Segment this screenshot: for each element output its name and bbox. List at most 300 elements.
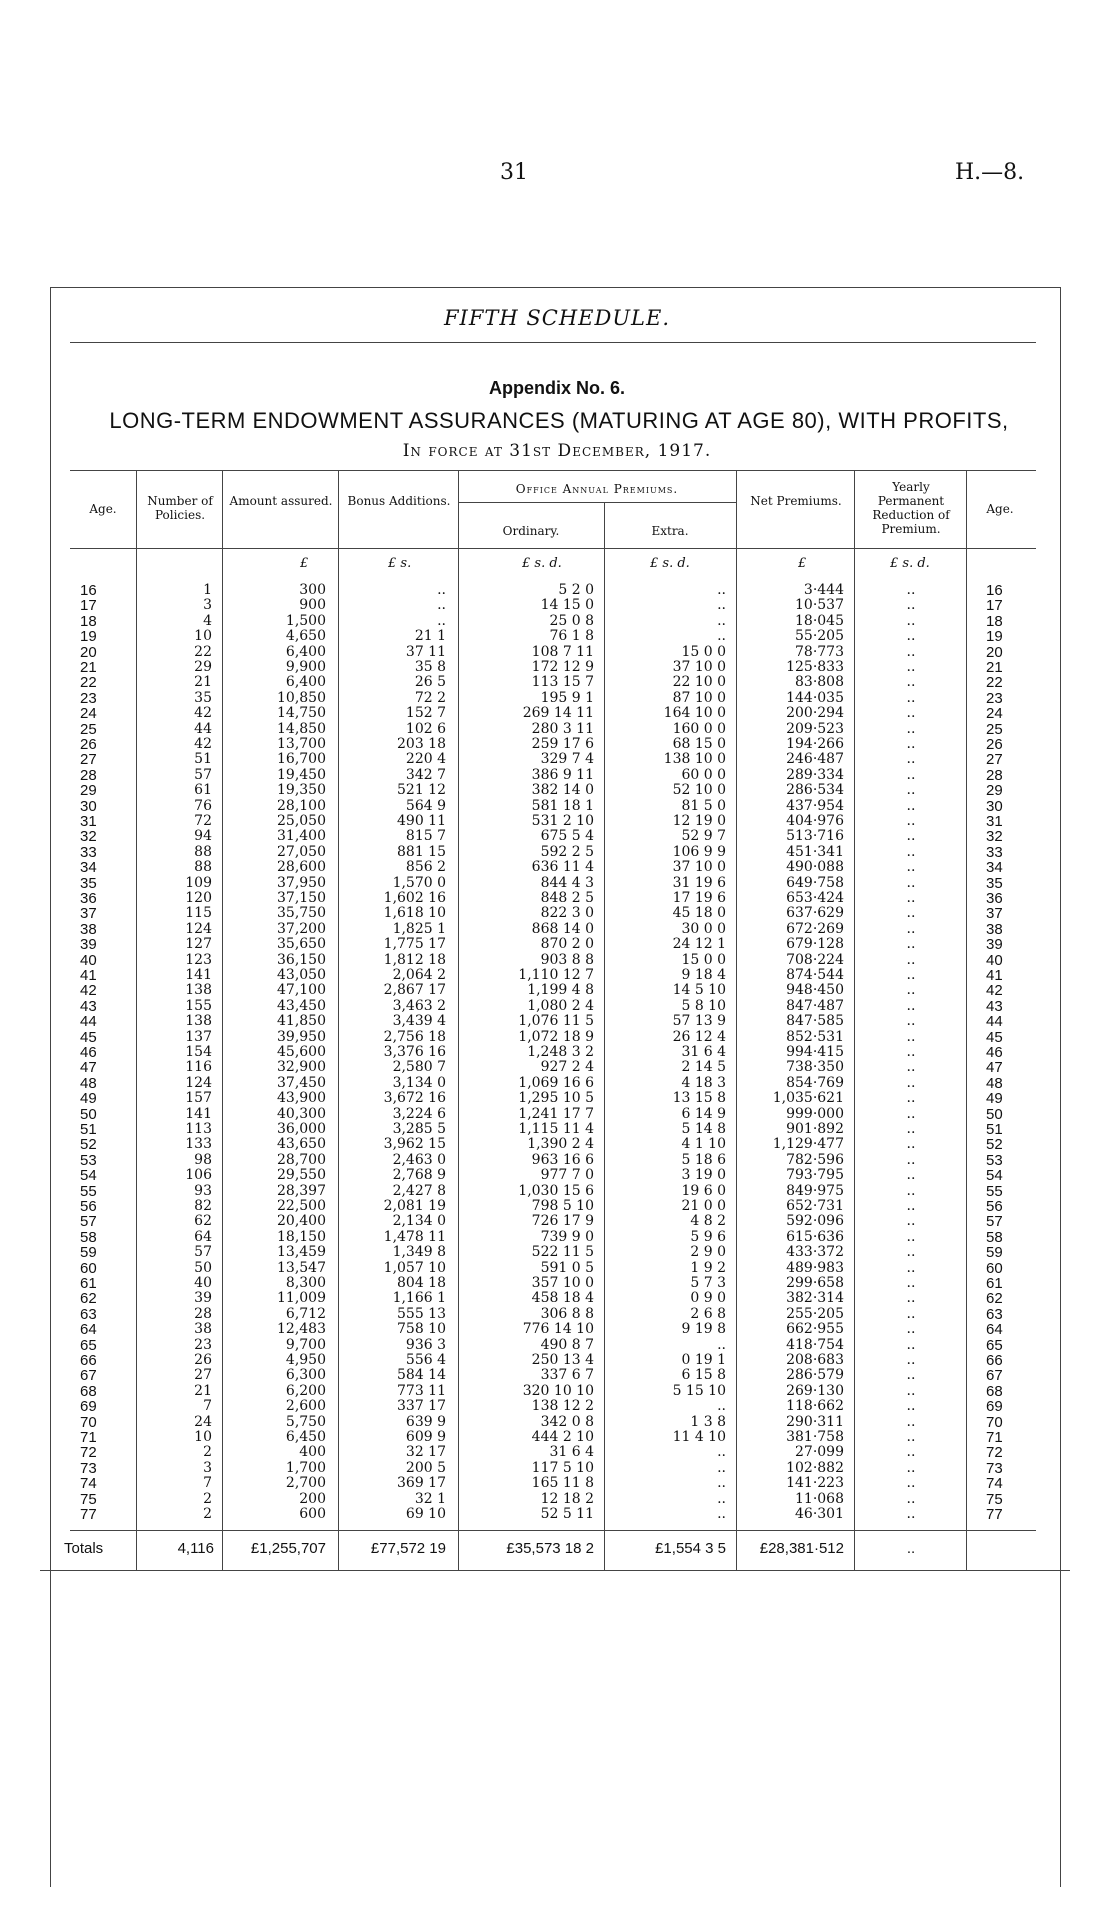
cell-amount: 13,459 [277, 1244, 326, 1261]
cell-amount: 13,547 [277, 1259, 326, 1276]
cell-net: 637·629 [786, 905, 844, 922]
cell-age-right: 67 [986, 1367, 1003, 1385]
table-row [0, 1337, 1114, 1353]
cell-yearly: .. [906, 659, 916, 675]
table-row [0, 721, 1114, 737]
cell-policies: 141 [185, 967, 212, 983]
cell-age-right: 37 [986, 905, 1003, 923]
cell-policies: 42 [194, 705, 212, 722]
cell-policies: 7 [203, 1398, 212, 1415]
totals-amount: £1,255,707 [250, 1540, 326, 1557]
cell-bonus: 1,057 10 [383, 1259, 446, 1276]
table-row [0, 782, 1114, 798]
cell-ordinary: 357 10 0 [531, 1275, 594, 1291]
totals-policies: 4,116 [177, 1540, 214, 1557]
cell-age-right: 45 [986, 1028, 1003, 1046]
cell-yearly: .. [906, 1305, 916, 1322]
cell-yearly: .. [906, 997, 916, 1014]
cell-ordinary: 342 0 8 [540, 1413, 594, 1430]
cell-age: 34 [80, 859, 97, 877]
cell-amount: 6,200 [285, 1382, 326, 1399]
cell-policies: 124 [185, 1074, 212, 1091]
cell-net: 847·487 [786, 997, 844, 1014]
cell-age: 72 [80, 1444, 97, 1462]
cell-net: 489·983 [786, 1259, 844, 1276]
cell-extra: 5 7 3 [690, 1275, 726, 1291]
table-row [0, 705, 1114, 721]
cell-amount: 37,150 [277, 890, 326, 906]
cell-net: 513·716 [786, 828, 844, 845]
cell-bonus: 102 6 [405, 720, 446, 737]
cell-bonus: 3,134 0 [392, 1074, 446, 1091]
cell-age: 52 [80, 1136, 97, 1154]
cell-yearly: .. [906, 612, 916, 629]
cell-age-right: 75 [986, 1490, 1003, 1508]
cell-amount: 37,450 [277, 1074, 326, 1091]
cell-age: 42 [80, 982, 97, 1000]
cell-bonus: 2,756 18 [383, 1028, 446, 1045]
cell-yearly: .. [906, 1506, 916, 1522]
cell-extra: 15 0 0 [681, 951, 726, 968]
cell-net: 200·294 [786, 705, 844, 722]
cell-bonus: 609 9 [405, 1429, 446, 1445]
cell-ordinary: 868 14 0 [531, 920, 594, 937]
table-row [0, 644, 1114, 660]
cell-extra: 0 9 0 [690, 1290, 726, 1307]
table-row [0, 1244, 1114, 1260]
cell-extra: 4 18 3 [681, 1074, 726, 1091]
cell-amount: 31,400 [277, 828, 326, 845]
cell-yearly: .. [906, 597, 916, 614]
cell-policies: 44 [194, 720, 212, 737]
cell-amount: 6,400 [285, 643, 326, 660]
cell-net: 289·334 [786, 766, 844, 783]
table-main-title: LONG-TERM ENDOWMENT ASSURANCES (MATURING AT AGE 80), WITH PROFITS, [109, 408, 1009, 433]
cell-yearly: .. [906, 1475, 916, 1492]
cell-extra: 6 14 9 [681, 1105, 726, 1122]
cell-yearly: .. [906, 1151, 916, 1168]
cell-amount: 200 [299, 1490, 326, 1507]
cell-ordinary: 259 17 6 [531, 736, 594, 752]
cell-net: 1,129·477 [772, 1136, 844, 1153]
cell-amount: 1,700 [285, 1459, 326, 1476]
cell-yearly: .. [906, 736, 916, 752]
cell-policies: 2 [203, 1490, 212, 1507]
cell-amount: 6,400 [285, 674, 326, 691]
cell-policies: 62 [194, 1213, 212, 1230]
cell-policies: 10 [194, 628, 212, 645]
cell-extra: .. [717, 612, 726, 629]
cell-age: 31 [80, 813, 97, 830]
cell-net: 874·544 [786, 967, 844, 983]
cell-net: 847·585 [786, 1013, 844, 1030]
cell-age-right: 70 [986, 1413, 1003, 1431]
col-header-office-premiums: Office Annual Premiums. [515, 482, 679, 496]
cell-policies: 138 [185, 1013, 212, 1030]
cell-amount: 29,550 [277, 1167, 326, 1184]
totals-bottom-rule [40, 1570, 1070, 1571]
cell-bonus: .. [437, 612, 446, 629]
cell-net: 382·314 [786, 1290, 844, 1307]
table-row [0, 1260, 1114, 1276]
cell-extra: 12 19 0 [672, 813, 726, 829]
page-reference: H.—8. [955, 160, 1025, 185]
cell-amount: 37,200 [277, 920, 326, 937]
cell-bonus: 2,427 8 [392, 1182, 446, 1199]
cell-net: 290·311 [786, 1413, 844, 1430]
cell-yearly: .. [906, 643, 916, 660]
cell-bonus: 521 12 [397, 782, 446, 799]
cell-bonus: 369 17 [397, 1475, 446, 1492]
cell-bonus: 1,478 11 [383, 1228, 446, 1245]
cell-bonus: 2,867 17 [383, 982, 446, 999]
table-row [0, 1075, 1114, 1091]
cell-amount: 19,350 [277, 782, 326, 799]
cell-amount: 300 [299, 582, 326, 598]
table-row [0, 1398, 1114, 1414]
cell-extra: 4 8 2 [690, 1213, 726, 1230]
cell-policies: 115 [185, 905, 212, 922]
cell-bonus: 936 3 [405, 1336, 446, 1353]
cell-ordinary: 844 4 3 [540, 874, 594, 891]
cell-age-right: 74 [986, 1475, 1003, 1493]
table-row [0, 1383, 1114, 1399]
cell-age: 37 [80, 905, 97, 923]
cell-age-right: 52 [986, 1136, 1003, 1154]
cell-age-right: 49 [986, 1090, 1003, 1108]
cell-net: 490·088 [786, 859, 844, 876]
table-row [0, 751, 1114, 767]
cell-age: 58 [80, 1228, 97, 1246]
cell-net: 118·662 [786, 1398, 844, 1415]
totals-extra: £1,554 3 5 [655, 1540, 726, 1557]
cell-policies: 98 [194, 1151, 212, 1168]
cell-extra: 60 0 0 [681, 766, 726, 783]
table-row [0, 1444, 1114, 1460]
cell-age-right: 47 [986, 1059, 1003, 1077]
cell-yearly: .. [906, 843, 916, 860]
col-header-bonus: Bonus Additions. [347, 494, 451, 508]
cell-ordinary: 1,080 2 4 [527, 997, 594, 1014]
cell-age: 73 [80, 1459, 97, 1477]
cell-net: 194·266 [786, 736, 844, 752]
cell-bonus: 32 17 [405, 1444, 446, 1461]
cell-age: 75 [80, 1490, 97, 1508]
cell-yearly: .. [906, 1074, 916, 1091]
cell-policies: 38 [194, 1321, 212, 1338]
cell-yearly: .. [906, 1459, 916, 1476]
cell-yearly: .. [906, 936, 916, 953]
cell-extra: 17 19 6 [672, 890, 726, 906]
cell-yearly: .. [906, 766, 916, 783]
cell-net: 948·450 [786, 982, 844, 999]
cell-age-right: 60 [986, 1259, 1003, 1277]
table-row [0, 859, 1114, 875]
cell-amount: 18,150 [277, 1228, 326, 1245]
cell-yearly: .. [906, 1136, 916, 1153]
cell-extra: 26 12 4 [672, 1028, 726, 1045]
cell-age-right: 18 [986, 612, 1003, 630]
cell-age: 60 [80, 1259, 97, 1277]
col-header-net: Net Premiums. [750, 494, 842, 508]
cell-age: 38 [80, 920, 97, 938]
cell-extra: 2 14 5 [681, 1059, 726, 1076]
cell-age-right: 22 [986, 674, 1003, 692]
cell-yearly: .. [906, 890, 916, 906]
cell-extra: 9 19 8 [681, 1321, 726, 1338]
cell-ordinary: 636 11 4 [531, 859, 594, 876]
totals-net: £28,381·512 [759, 1540, 844, 1557]
table-row [0, 890, 1114, 906]
cell-ordinary: 195 9 1 [540, 689, 594, 706]
table-row [0, 1367, 1114, 1383]
cell-policies: 23 [194, 1336, 212, 1353]
cell-yearly: .. [906, 1259, 916, 1276]
table-row [0, 921, 1114, 937]
cell-ordinary: 337 6 7 [540, 1367, 594, 1384]
table-row [0, 1506, 1114, 1522]
cell-age: 20 [80, 643, 97, 661]
cell-amount: 28,700 [277, 1151, 326, 1168]
cell-ordinary: 31 6 4 [549, 1444, 594, 1461]
cell-ordinary: 280 3 11 [531, 720, 594, 737]
cell-policies: 21 [194, 1382, 212, 1399]
cell-age-right: 64 [986, 1321, 1003, 1339]
cell-yearly: .. [906, 1382, 916, 1399]
cell-bonus: 26 5 [414, 674, 446, 691]
cell-net: 672·269 [786, 920, 844, 937]
cell-bonus: 337 17 [397, 1398, 446, 1415]
cell-yearly: .. [906, 1336, 916, 1353]
cell-extra: 5 14 8 [681, 1121, 726, 1137]
cell-age-right: 62 [986, 1290, 1003, 1308]
cell-age-right: 40 [986, 951, 1003, 969]
cell-bonus: 1,602 16 [383, 890, 446, 906]
cell-ordinary: 675 5 4 [540, 828, 594, 845]
cell-ordinary: 1,030 15 6 [518, 1182, 594, 1199]
cell-bonus: 2,463 0 [392, 1151, 446, 1168]
table-row [0, 1090, 1114, 1106]
cell-age: 57 [80, 1213, 97, 1231]
cell-policies: 3 [203, 597, 212, 614]
cell-age-right: 68 [986, 1382, 1003, 1400]
cell-policies: 76 [194, 797, 212, 814]
cell-net: 141·223 [786, 1475, 844, 1492]
cell-extra: 87 10 0 [672, 689, 726, 706]
cell-extra: 31 6 4 [681, 1044, 726, 1060]
table-row [0, 1429, 1114, 1445]
cell-age: 62 [80, 1290, 97, 1308]
cell-extra: .. [717, 582, 726, 598]
cell-amount: 43,900 [277, 1090, 326, 1107]
cell-bonus: 1,825 1 [392, 920, 446, 937]
cell-net: 999·000 [786, 1105, 844, 1122]
cell-yearly: .. [906, 720, 916, 737]
cell-age: 16 [80, 582, 97, 599]
cell-age-right: 72 [986, 1444, 1003, 1462]
cell-age-right: 44 [986, 1013, 1003, 1031]
cell-age: 25 [80, 720, 97, 738]
cell-age-right: 38 [986, 920, 1003, 938]
cell-extra: 164 10 0 [663, 705, 726, 722]
cell-age-right: 26 [986, 736, 1003, 753]
header-bottom-rule [70, 548, 1036, 549]
cell-age: 65 [80, 1336, 97, 1354]
cell-age: 30 [80, 797, 97, 815]
cell-amount: 25,050 [277, 813, 326, 829]
cell-ordinary: 798 5 10 [531, 1198, 594, 1214]
cell-yearly: .. [906, 1244, 916, 1261]
cell-net: 615·636 [786, 1228, 844, 1245]
cell-policies: 57 [194, 766, 212, 783]
cell-bonus: 220 4 [405, 751, 446, 768]
cell-policies: 24 [194, 1413, 212, 1430]
cell-ordinary: 848 2 5 [540, 890, 594, 906]
cell-age: 77 [80, 1506, 97, 1523]
cell-age: 51 [80, 1121, 97, 1138]
cell-net: 653·424 [786, 890, 844, 906]
cell-age: 66 [80, 1352, 97, 1369]
cell-bonus: 881 15 [397, 843, 446, 860]
cell-age: 35 [80, 874, 97, 892]
table-row [0, 674, 1114, 690]
cell-yearly: .. [906, 1367, 916, 1384]
cell-age-right: 17 [986, 597, 1003, 615]
cell-age-right: 65 [986, 1336, 1003, 1354]
cell-age-right: 29 [986, 782, 1003, 800]
cell-net: 901·892 [786, 1121, 844, 1137]
cell-yearly: .. [906, 1275, 916, 1291]
cell-yearly: .. [906, 905, 916, 922]
cell-yearly: .. [906, 1028, 916, 1045]
table-row [0, 1475, 1114, 1491]
cell-amount: 900 [299, 597, 326, 614]
cell-net: 793·795 [786, 1167, 844, 1184]
cell-age: 23 [80, 689, 97, 707]
cell-policies: 133 [185, 1136, 212, 1153]
cell-ordinary: 165 11 8 [531, 1475, 594, 1492]
cell-yearly: .. [906, 1429, 916, 1445]
cell-extra: 19 6 0 [681, 1182, 726, 1199]
cell-amount: 12,483 [277, 1321, 326, 1338]
header-top-rule [70, 470, 1036, 471]
cell-extra: 52 9 7 [681, 828, 726, 845]
cell-yearly: .. [906, 1444, 916, 1461]
cell-yearly: .. [906, 1321, 916, 1338]
cell-net: 83·808 [795, 674, 844, 691]
cell-policies: 27 [194, 1367, 212, 1384]
cell-policies: 155 [185, 997, 212, 1014]
cell-bonus: 152 7 [405, 705, 446, 722]
cell-amount: 39,950 [277, 1028, 326, 1045]
table-row [0, 597, 1114, 613]
cell-bonus: 69 10 [405, 1506, 446, 1522]
cell-ordinary: 870 2 0 [540, 936, 594, 953]
cell-extra: 2 9 0 [690, 1244, 726, 1261]
cell-yearly: .. [906, 797, 916, 814]
cell-policies: 57 [194, 1244, 212, 1261]
cell-policies: 22 [194, 643, 212, 660]
cell-policies: 4 [203, 612, 212, 629]
cell-policies: 138 [185, 982, 212, 999]
cell-amount: 5,750 [285, 1413, 326, 1430]
cell-bonus: 3,672 16 [383, 1090, 446, 1107]
cell-net: 652·731 [786, 1198, 844, 1214]
cell-yearly: .. [906, 1213, 916, 1230]
cell-net: 708·224 [786, 951, 844, 968]
cell-amount: 22,500 [277, 1198, 326, 1214]
cell-bonus: 773 11 [397, 1382, 446, 1399]
cell-policies: 50 [194, 1259, 212, 1276]
cell-yearly: .. [906, 1182, 916, 1199]
cell-amount: 36,150 [277, 951, 326, 968]
cell-policies: 82 [194, 1198, 212, 1214]
table-row [0, 813, 1114, 829]
cell-bonus: 21 1 [414, 628, 446, 645]
cell-net: 209·523 [786, 720, 844, 737]
cell-age-right: 23 [986, 689, 1003, 707]
table-row [0, 628, 1114, 644]
table-row [0, 1306, 1114, 1322]
cell-ordinary: 531 2 10 [531, 813, 594, 829]
cell-age: 63 [80, 1305, 97, 1323]
cell-policies: 141 [185, 1105, 212, 1122]
cell-net: 286·534 [786, 782, 844, 799]
cell-age: 54 [80, 1167, 97, 1185]
cell-policies: 51 [194, 751, 212, 768]
cell-age: 26 [80, 736, 97, 753]
cell-amount: 1,500 [285, 612, 326, 629]
cell-policies: 93 [194, 1182, 212, 1199]
table-row [0, 1460, 1114, 1476]
cell-age-right: 77 [986, 1506, 1003, 1523]
cell-net: 592·096 [786, 1213, 844, 1230]
cell-ordinary: 490 8 7 [540, 1336, 594, 1353]
cell-bonus: 3,463 2 [392, 997, 446, 1014]
cell-net: 1,035·621 [772, 1090, 844, 1107]
cell-age: 44 [80, 1013, 97, 1031]
cell-age-right: 50 [986, 1105, 1003, 1123]
unit-extra: £ s. d. [650, 556, 690, 571]
cell-extra: 4 1 10 [681, 1136, 726, 1153]
cell-amount: 40,300 [277, 1105, 326, 1122]
cell-policies: 2 [203, 1444, 212, 1461]
cell-age: 68 [80, 1382, 97, 1400]
cell-net: 46·301 [795, 1506, 844, 1522]
cell-ordinary: 113 15 7 [531, 674, 594, 691]
cell-age-right: 48 [986, 1074, 1003, 1092]
table-row [0, 1059, 1114, 1075]
cell-ordinary: 739 9 0 [540, 1228, 594, 1245]
cell-age-right: 27 [986, 751, 1003, 769]
cell-ordinary: 1,199 4 8 [527, 982, 594, 999]
cell-amount: 6,450 [285, 1429, 326, 1445]
cell-extra: 106 9 9 [672, 843, 726, 860]
table-row [0, 905, 1114, 921]
cell-bonus: 72 2 [414, 689, 446, 706]
cell-age-right: 63 [986, 1305, 1003, 1323]
cell-bonus: 3,224 6 [392, 1105, 446, 1122]
cell-amount: 8,300 [285, 1275, 326, 1291]
table-row [0, 659, 1114, 675]
cell-age-right: 28 [986, 766, 1003, 784]
cell-age: 59 [80, 1244, 97, 1262]
office-group-rule [458, 502, 736, 503]
cell-ordinary: 76 1 8 [549, 628, 594, 645]
cell-yearly: .. [906, 1167, 916, 1184]
cell-age-right: 36 [986, 890, 1003, 907]
cell-extra: 1 9 2 [690, 1259, 726, 1276]
